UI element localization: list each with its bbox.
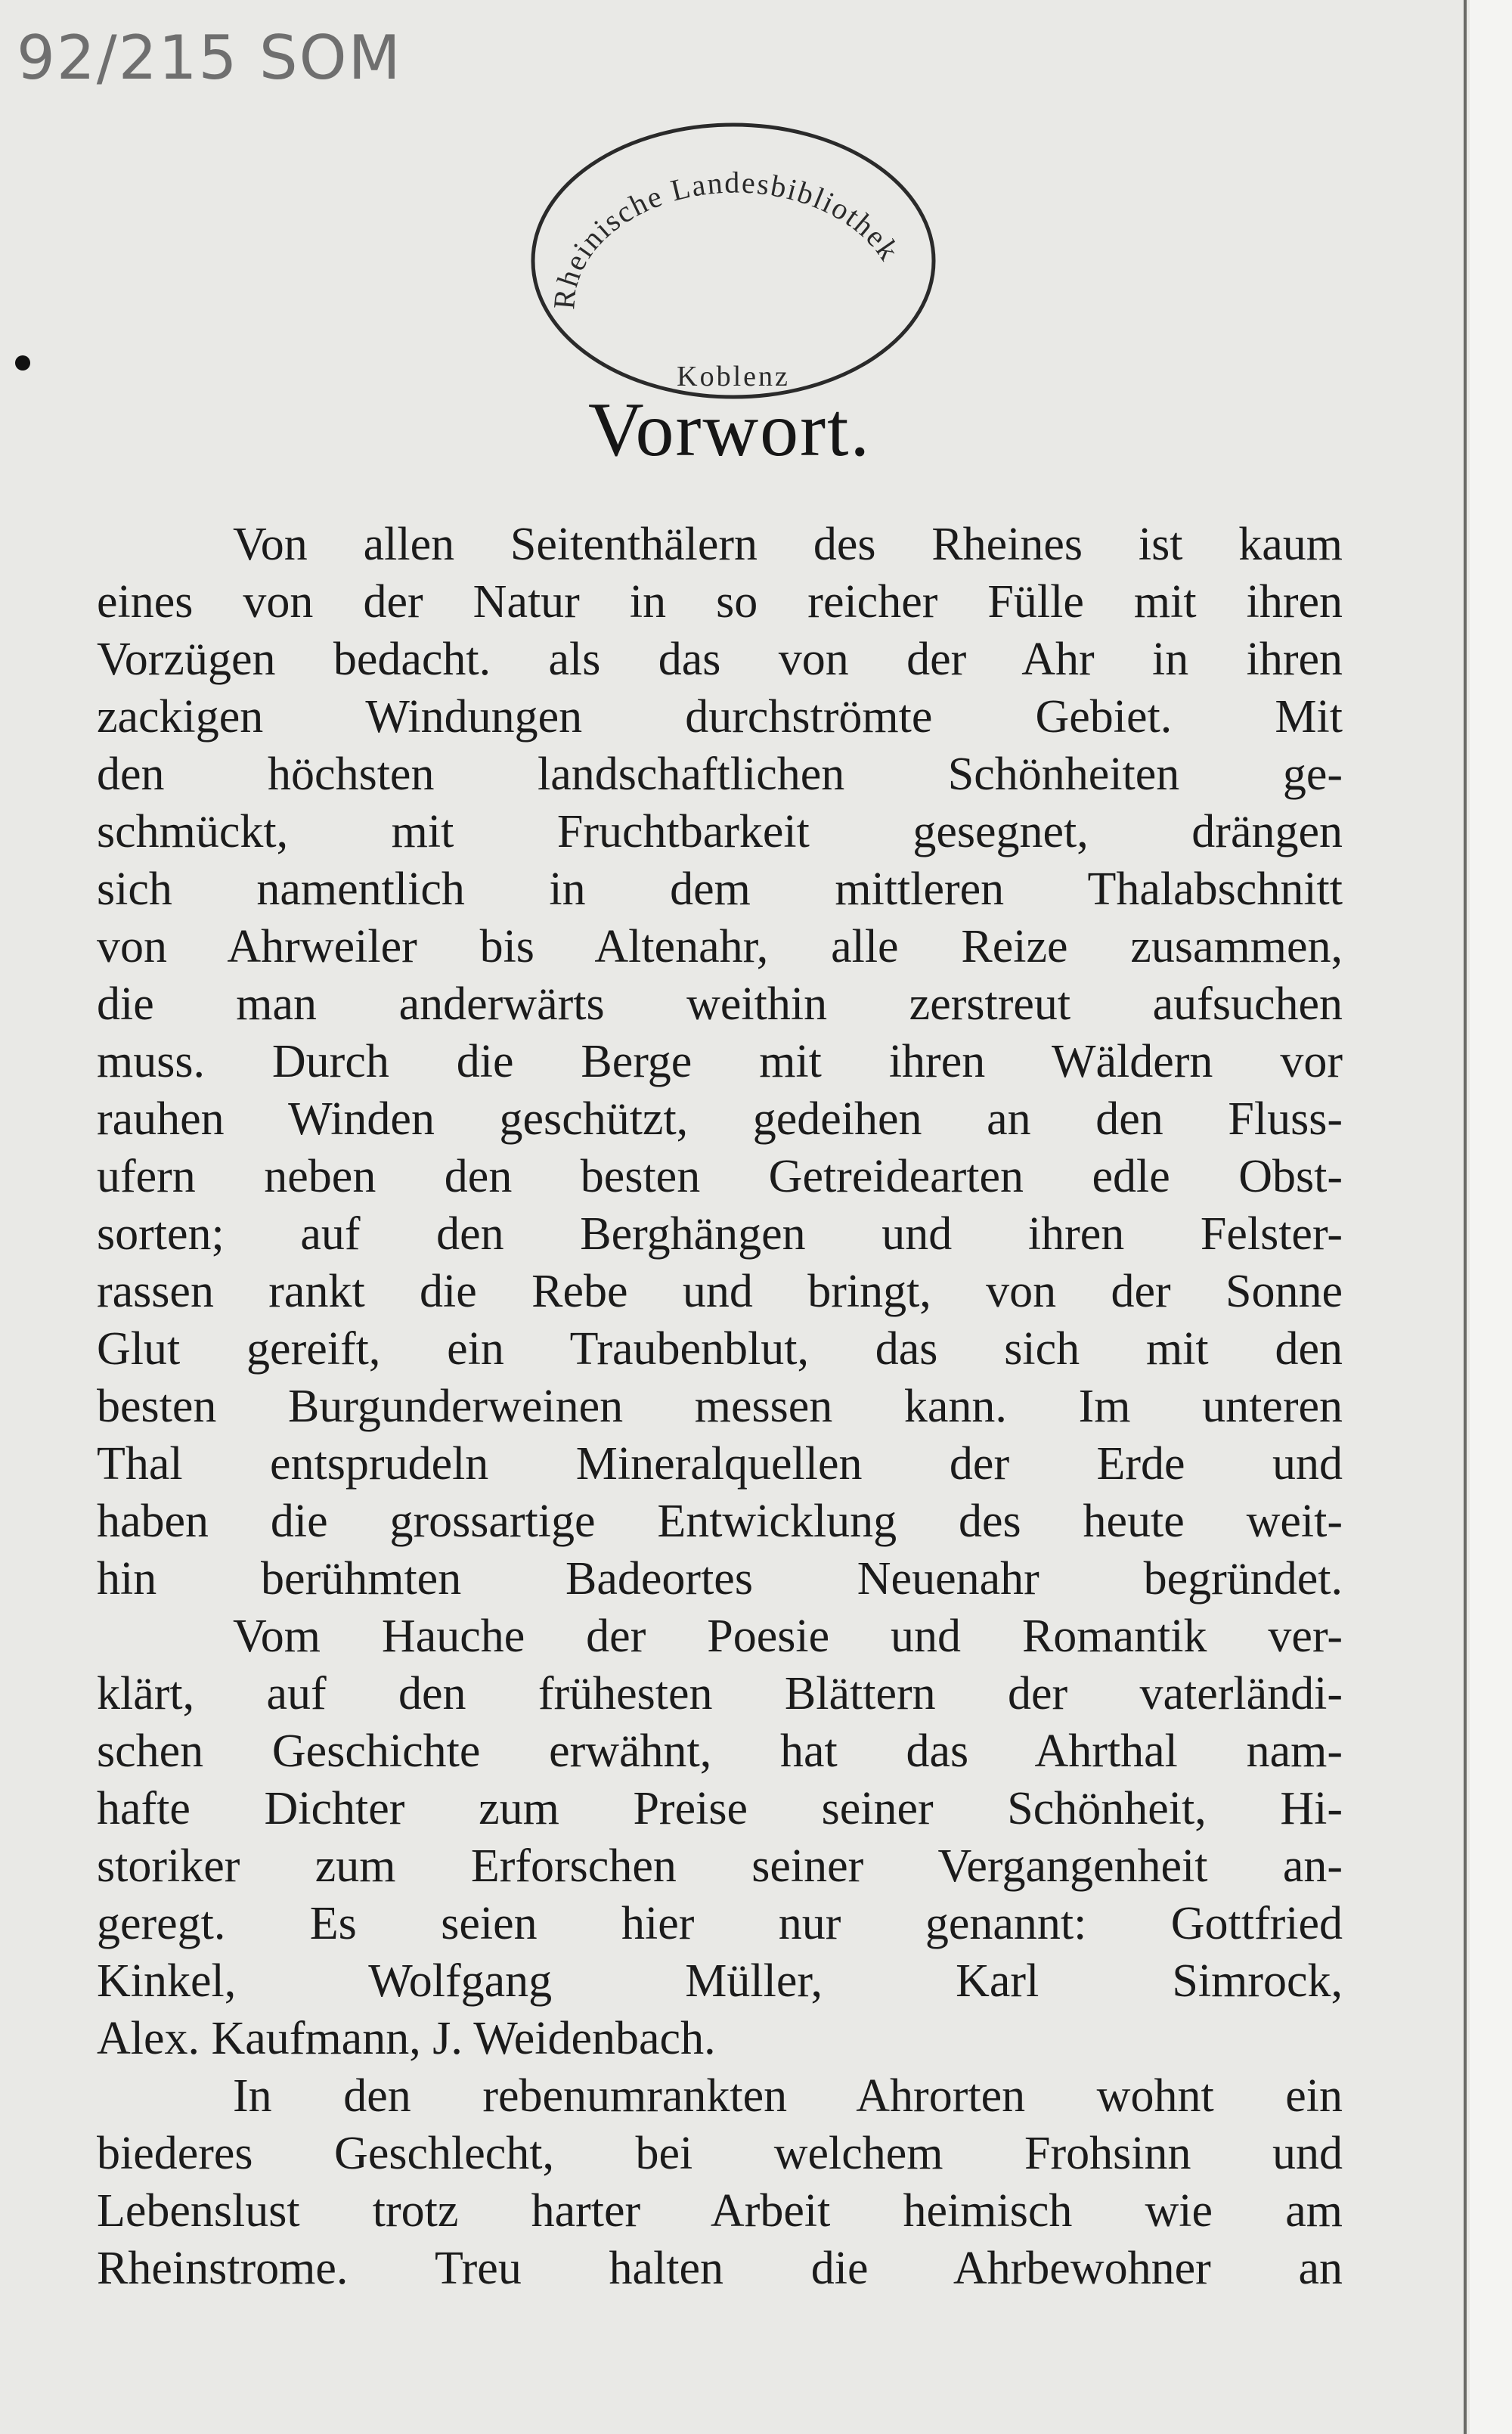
text-line: Rheinstrome. Treu halten die Ahrbewohner an — [97, 2243, 1343, 2294]
body-text — [97, 516, 1343, 2297]
text-line: besten Burgunderweinen messen kann. Im unteren — [97, 1381, 1343, 1432]
text-line: zackigen Windungen durchströmte Gebiet. Mit — [97, 691, 1343, 743]
text-line: In den rebenumrankten Ahrorten wohnt ein — [233, 2070, 1343, 2122]
text-line: rauhen Winden geschützt, gedeihen an den Fluss- — [97, 1093, 1343, 1145]
page-title: Vorwort. — [588, 387, 871, 473]
text-line: klärt, auf den frühesten Blättern der vaterländi- — [97, 1668, 1343, 1719]
text-line: Von allen Seitenthälern des Rheines ist kaum — [233, 519, 1343, 570]
text-line: muss. Durch die Berge mit ihren Wäldern vor — [97, 1036, 1343, 1087]
stamp-library-name: Rheinische Landesbibliothek — [547, 165, 907, 311]
text-line: von Ahrweiler bis Altenahr, alle Reize zusammen, — [97, 921, 1343, 972]
text-line: die man anderwärts weithin zerstreut aufsuchen — [97, 978, 1343, 1030]
text-line: ufern neben den besten Getreidearten edle Obst- — [97, 1151, 1343, 1202]
text-line: den höchsten landschaftlichen Schönheiten ge- — [97, 749, 1343, 800]
text-line: geregt. Es seien hier nur genannt: Gottfried — [97, 1898, 1343, 1949]
text-line: Vom Hauche der Poesie und Romantik ver- — [233, 1611, 1343, 1662]
text-line: Thal entsprudeln Mineralquellen der Erde und — [97, 1438, 1343, 1490]
text-line: Lebenslust trotz harter Arbeit heimisch wie am — [97, 2185, 1343, 2237]
text-line: Vorzügen bedacht. als das von der Ahr in ihren — [97, 634, 1343, 685]
text-line: schmückt, mit Fruchtbarkeit gesegnet, drängen — [97, 806, 1343, 857]
text-line: schen Geschichte erwähnt, hat das Ahrthal nam- — [97, 1726, 1343, 1777]
text-line: hin berühmten Badeortes Neuenahr begründet. — [97, 1553, 1343, 1605]
text-line: Alex. Kaufmann, J. Weidenbach. — [97, 2013, 716, 2064]
margin-dot — [15, 355, 30, 371]
page-margin-strip — [1470, 0, 1512, 2434]
text-line: hafte Dichter zum Preise seiner Schönheit, Hi- — [97, 1783, 1343, 1834]
text-line: Kinkel, Wolfgang Müller, Karl Simrock, — [97, 1955, 1343, 2007]
text-line: biederes Geschlecht, bei welchem Frohsinn und — [97, 2128, 1343, 2179]
text-line: eines von der Natur in so reicher Fülle mit ihren — [97, 576, 1343, 628]
shelfmark-handwritten: 92/215 SOM — [17, 23, 402, 93]
text-line: rassen rankt die Rebe und bringt, von der Sonne — [97, 1266, 1343, 1317]
text-line: storiker zum Erforschen seiner Vergangenheit an- — [97, 1840, 1343, 1892]
text-line: sorten; auf den Berghängen und ihren Felster- — [97, 1208, 1343, 1260]
stamp-city: Koblenz — [677, 361, 790, 392]
page-edge-line — [1464, 0, 1467, 2434]
text-line: Glut gereift, ein Traubenblut, das sich mit den — [97, 1323, 1343, 1375]
text-line: haben die grossartige Entwicklung des heute weit- — [97, 1496, 1343, 1547]
library-stamp — [522, 113, 945, 408]
text-line: sich namentlich in dem mittleren Thalabschnitt — [97, 864, 1343, 915]
